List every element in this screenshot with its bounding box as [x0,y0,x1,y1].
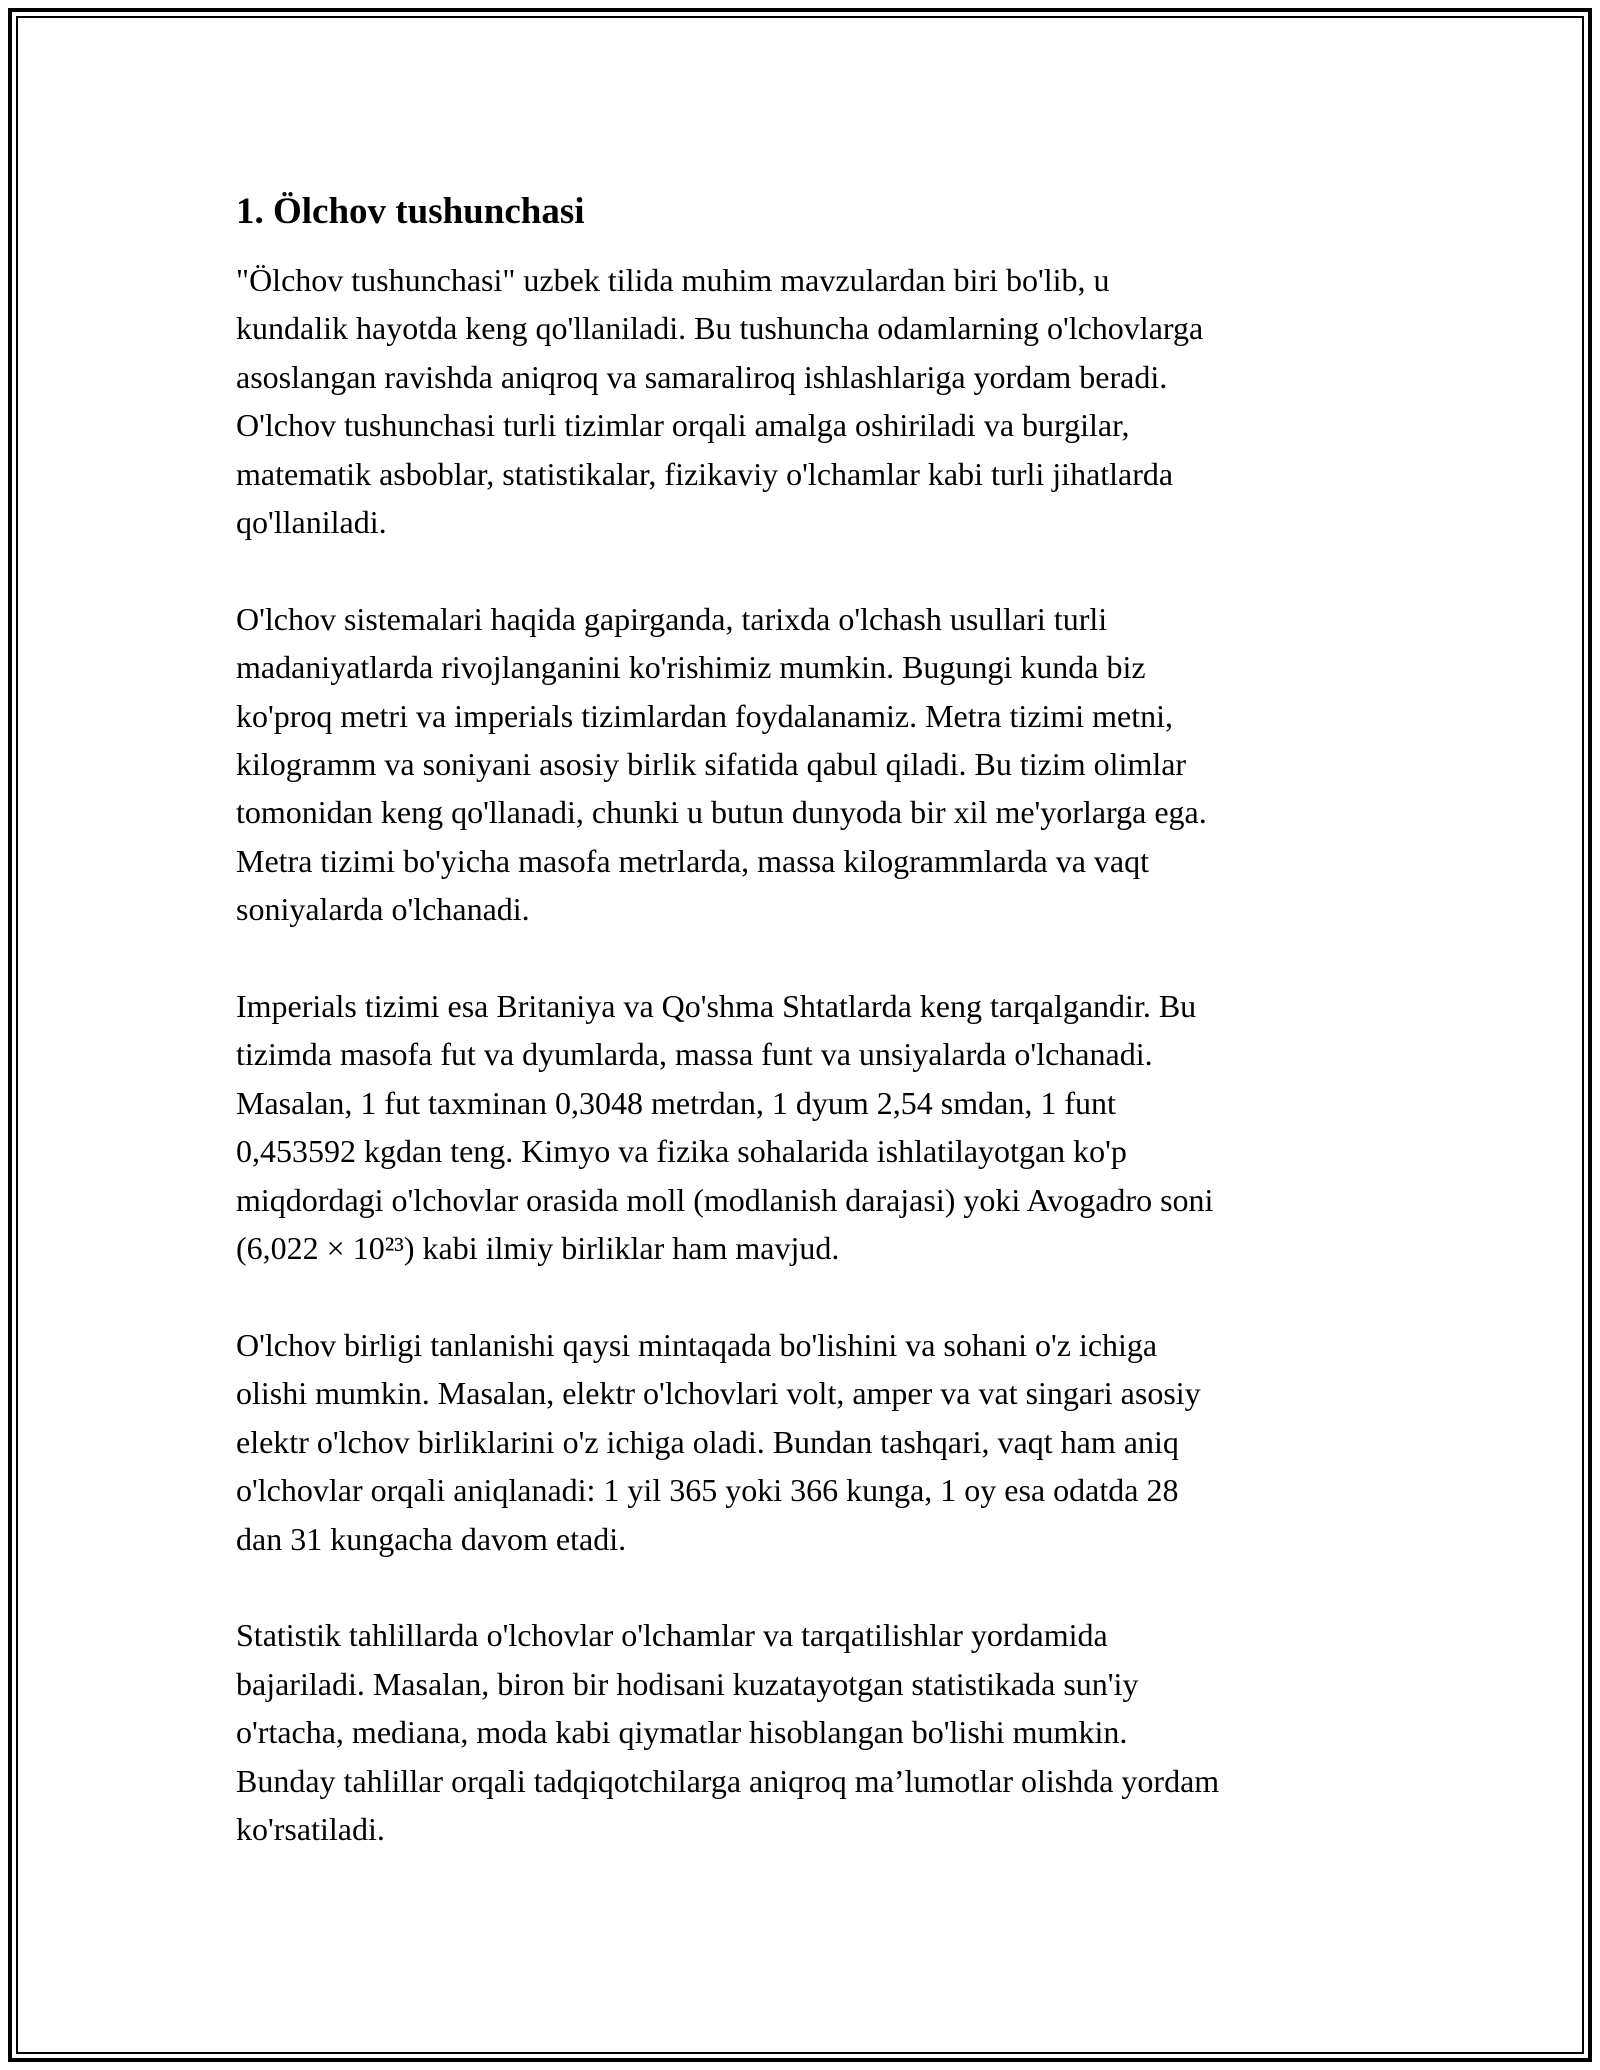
section-heading: 1. Ölchov tushunchasi [236,191,585,232]
paragraph-2: O'lchov sistemalari haqida gapirganda, tarixda o'lchash usullari turli madaniyatlarda rivojlanganini ko'rishimiz mumkin. Bugungi kunda biz ko'proq metri va imperials tizimlardan foydalanamiz. Metra tizimi metni, kilogramm va soniyani asosiy birlik sifatida qabul qiladi. Bu tizim olimlar tomonidan keng qo'llanadi, chunki u butun dunyoda bir xil me'yorlarga ega. Metra tizimi bo'yicha masofa metrlarda, massa kilogrammlarda va vaqt soniyalarda o'lchanadi. [236,600,1207,928]
paragraph-1: "Ölchov tushunchasi" uzbek tilida muhim mavzulardan biri bo'lib, u kundalik hayotda keng qo'llaniladi. Bu tushuncha odamlarning o'lchovlarga asoslangan ravishda aniqroq va samaraliroq ishlashlariga yordam beradi. O'lchov tushunchasi turli tizimlar orqali amalga oshiriladi va burgilar, matematik asboblar, statistikalar, fizikaviy o'lchamlar kabi turli jihatlarda qo'llaniladi. [236,262,1204,541]
paragraph-3: Imperials tizimi esa Britaniya va Qo'shma Shtatlarda keng tarqalgandir. Bu tizimda masofa fut va dyumlarda, massa funt va unsiyalarda o'lchanadi. Masalan, 1 fut taxminan 0,3048 metrdan, 1 dyum 2,54 smdan, 1 funt 0,453592 kgdan teng. Kimyo va fizika sohalarida ishlatilayotgan ko'p miqdordagi o'lchovlar orasida moll (modlanish darajasi) yoki Avogadro soni (6,022 × 10²³) kabi ilmiy birliklar ham mavjud. [236,988,1214,1267]
paragraph-5: Statistik tahlillarda o'lchovlar o'lchamlar va tarqatilishlar yordamida bajariladi. Masalan, biron bir hodisani kuzatayotgan statistikada sun'iy o'rtacha, mediana, moda kabi qiymatlar hisoblangan bo'lishi mumkin. Bunday tahlillar orqali tadqiqotchilarga aniqroq ma’lumotlar olishda yordam ko'rsatiladi. [236,1617,1220,1847]
document-body [236,188,1376,1853]
paragraph-4: O'lchov birligi tanlanishi qaysi mintaqada bo'lishini va sohani o'z ichiga olishi mumkin. Masalan, elektr o'lchovlari volt, amper va vat singari asosiy elektr o'lchov birliklarini o'z ichiga oladi. Bundan tashqari, vaqt ham aniq o'lchovlar orqali aniqlanadi: 1 yil 365 yoki 366 kunga, 1 oy esa odatda 28 dan 31 kungacha davom etadi. [236,1326,1201,1557]
